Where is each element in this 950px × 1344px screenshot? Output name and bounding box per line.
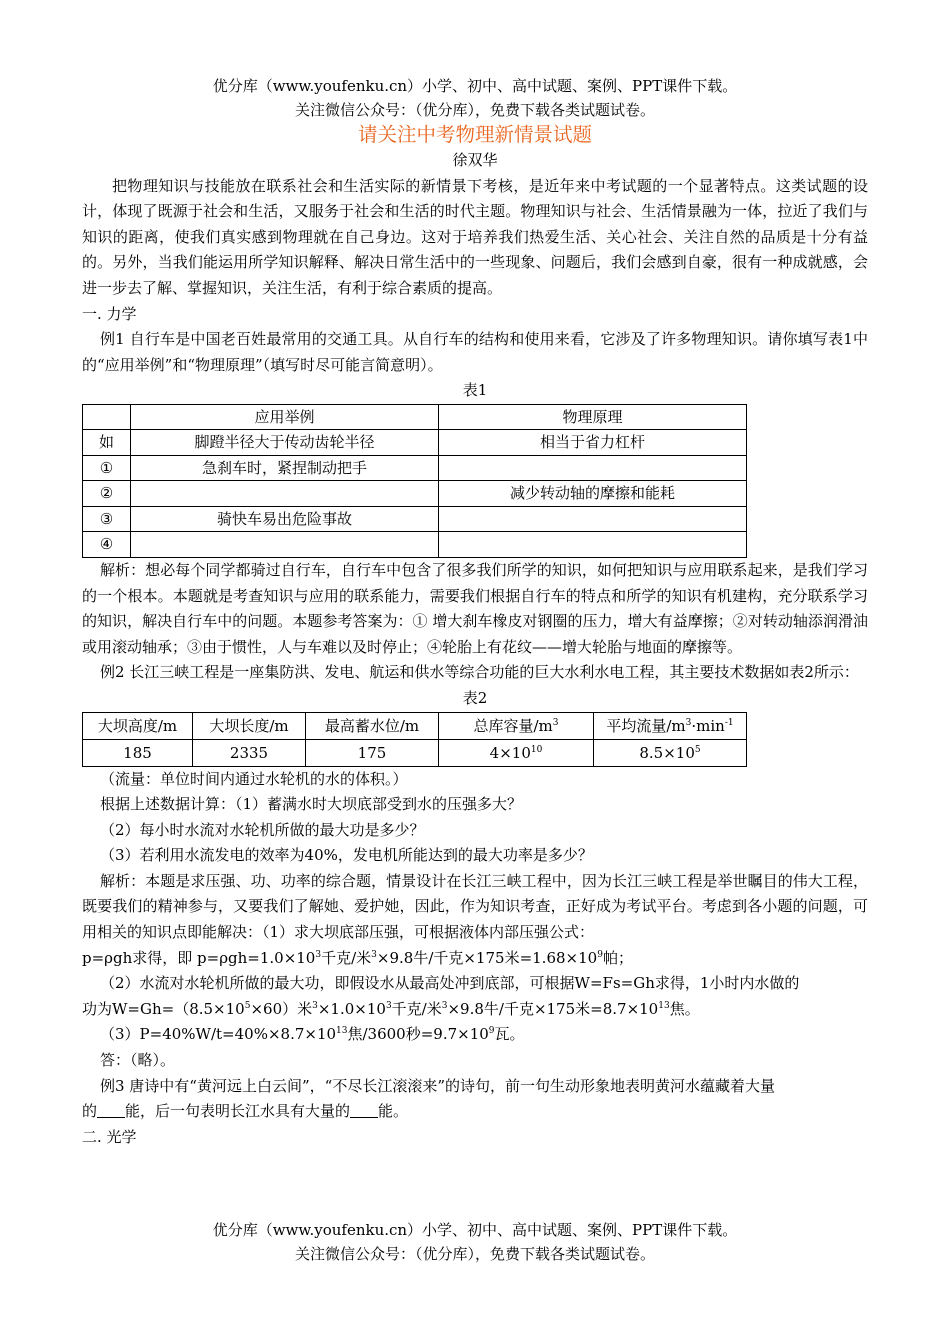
table-2 <box>82 712 747 767</box>
formula-part: ×9.8牛/千克×175米=1.68×10 <box>376 948 598 967</box>
formula-part: 焦。 <box>669 999 700 1018</box>
formula-part: ×1.0×10 <box>317 999 386 1018</box>
example-1-text: 例1 自行车是中国老百姓最常用的交通工具。从自行车的结构和使用来看，它涉及了许多物理知识。请你填写表1中的“应用举例”和“物理原理”（填写时尽可能言简意明）。 <box>82 330 868 374</box>
header-line-2: 关注微信公众号：（优分库），免费下载各类试题试卷。 <box>294 101 655 119</box>
formula-part: 千克/米 <box>321 948 372 967</box>
table-row <box>83 455 747 481</box>
table-cell: 2335 <box>193 739 306 766</box>
formula-part: （3）P=40%W/t=40%×8.7×10 <box>100 1025 337 1044</box>
formula-part: ×60）米 <box>250 999 313 1018</box>
formula-exponent: 3 <box>371 949 377 960</box>
formula-exponent: 9 <box>597 949 603 960</box>
table-1-header-cell: 物理原理 <box>439 404 747 430</box>
answer-blank <box>350 1103 378 1118</box>
formula-part: 焦/3600秒=9.7×10 <box>347 1025 489 1044</box>
table-2-header-cell <box>193 712 306 739</box>
table-1-header-cell <box>83 404 131 430</box>
formula-exponent: 5 <box>244 1000 251 1011</box>
formula-exponent: 3 <box>441 1000 448 1011</box>
table-cell <box>131 481 439 507</box>
table-cell: 如 <box>83 430 131 456</box>
formula-power <box>82 1022 868 1048</box>
text-part: 能。 <box>378 1102 409 1121</box>
intro-paragraph: 把物理知识与技能放在联系社会和生活实际的新情景下考核，是近年来中考试题的一个显著特点。这类试题的设计，体现了既源于社会和生活，又服务于社会和生活的时代主题。物理知识与社会、生活情景融为一体，拉近了我们与知识的距离，使我们真实感到物理就在自己身边。这对于培养我们热爱生活、关心社会、关注自然的品质是十分有益的。另外，当我们能运用所学知识解释、解决日常生活中的一些现象、问题后，我们会感到自豪，很有一种成就感，会进一步去了解、掌握知识，关注生活，有利于综合素质的提高。 <box>82 176 868 297</box>
table-row <box>83 506 747 532</box>
header-exponent: -1 <box>724 717 734 728</box>
analysis-2b-paragraph: （2）水流对水轮机所做的最大功，即假设水从最高处冲到底部，可根据W=Fs=Gh求得，1小时内水做的 <box>100 974 800 993</box>
formula-part: 功为W=Gh=（8.5×10 <box>82 999 245 1018</box>
table-cell <box>439 506 747 532</box>
table-2-header-cell <box>594 712 747 739</box>
formula-part: 瓦。 <box>494 1025 525 1044</box>
table-row <box>83 739 747 766</box>
question-2: （2）每小时水流对水轮机所做的最大功是多少？ <box>100 820 425 839</box>
table-cell: ④ <box>83 532 131 558</box>
header-label-tail: ·min <box>691 716 725 735</box>
formula-exponent: 3 <box>315 949 322 960</box>
header-label: 平均流量/m <box>606 716 686 735</box>
formula-part: p=ρgh求得，即 p=ρgh=1.0×10 <box>82 948 316 967</box>
cell-exponent: 10 <box>530 744 543 755</box>
table-cell <box>439 532 747 558</box>
table-cell: ② <box>83 481 131 507</box>
text-part: 能，后一句表明长江水具有大量的 <box>125 1102 351 1121</box>
formula-exponent: 9 <box>488 1026 495 1037</box>
question-1: 根据上述数据计算：（1）蓄满水时大坝底部受到水的压强多大？ <box>100 795 523 814</box>
article-title: 请关注中考物理新情景试题 <box>357 123 592 146</box>
example-3-line-2 <box>82 1099 868 1125</box>
table-row <box>83 430 747 456</box>
header-exponent: 3 <box>552 717 559 728</box>
cell-value: 8.5×10 <box>639 743 695 762</box>
formula-work <box>82 997 868 1023</box>
table-cell <box>439 455 747 481</box>
footer-line-2: 关注微信公众号：（优分库），免费下载各类试题试卷。 <box>294 1245 655 1263</box>
answer-blank <box>97 1103 125 1118</box>
table-cell: 相当于省力杠杆 <box>439 430 747 456</box>
table-1-header-cell: 应用举例 <box>131 404 439 430</box>
formula-part: 千克/米 <box>391 999 442 1018</box>
table-2-caption: 表2 <box>462 688 488 707</box>
header-label: 最高蓄水位/m <box>324 716 420 735</box>
table-1-caption: 表1 <box>462 381 488 400</box>
flow-note: （流量：单位时间内通过水轮机的水的体积。） <box>100 769 408 788</box>
table-cell <box>131 532 439 558</box>
header-exponent: 3 <box>685 717 692 728</box>
table-1-header-row <box>83 404 747 430</box>
footer-line-1: 优分库（www.youfenku.cn）小学、初中、高中试题、案例、PPT课件下载。 <box>212 1221 738 1239</box>
table-row <box>83 481 747 507</box>
header-label: 大坝高度/m <box>97 716 178 735</box>
header-label: 总库容量/m <box>473 716 553 735</box>
table-cell: ③ <box>83 506 131 532</box>
formula-exponent: 3 <box>312 1000 318 1011</box>
example-3-line-1: 例3 唐诗中有“黄河远上白云间”，“不尽长江滚滚来”的诗句，前一句生动形象地表明黄河水蕴藏着大量 <box>100 1076 775 1095</box>
example-2-text: 例2 长江三峡工程是一座集防洪、发电、航运和供水等综合功能的巨大水利水电工程，其主要技术数据如表2所示： <box>100 663 859 682</box>
formula-exponent: 3 <box>385 1000 392 1011</box>
text-part: 的 <box>82 1102 98 1121</box>
table-cell <box>439 739 594 766</box>
formula-exponent: 13 <box>658 1000 670 1011</box>
analysis-1-paragraph: 解析：想必每个同学都骑过自行车，自行车中包含了很多我们所学的知识，如何把知识与应用联系起来，是我们学习的一个根本。本题就是考查知识与应用的联系能力，需要我们根据自行车的特点和所学的知识有机建构，充分联系学习的知识，解决自行车中的问题。本题参考答案为：① 增大刹车橡皮对钢圈的压力，增大有益摩擦；②对转动轴添润滑油或用滚动轴承；③由于惯性，人与车难以及时停止；④轮胎上有花纹——增大轮胎与地面的摩擦等。 <box>82 560 868 656</box>
table-cell: ① <box>83 455 131 481</box>
formula-part: ×9.8牛/千克×175米=8.7×10 <box>447 999 659 1018</box>
formula-pressure <box>82 946 868 972</box>
table-cell: 急刹车时，紧捏制动把手 <box>131 455 439 481</box>
table-cell: 175 <box>306 739 439 766</box>
table-row <box>83 532 747 558</box>
table-2-header-cell <box>306 712 439 739</box>
table-cell: 减少转动轴的摩擦和能耗 <box>439 481 747 507</box>
analysis-2-paragraph: 解析：本题是求压强、功、功率的综合题，情景设计在长江三峡工程中，因为长江三峡工程是举世瞩目的伟大工程，既要我们的精神参与，又要我们了解她、爱护她，因此，作为知识考查，正好成为考试平台。考虑到各小题的问题，可用相关的知识点即能解决：（1）求大坝底部压强，可根据液体内部压强公式： <box>82 871 868 942</box>
header-line-1: 优分库（www.youfenku.cn）小学、初中、高中试题、案例、PPT课件下载。 <box>212 77 738 95</box>
table-cell: 骑快车易出危险事故 <box>131 506 439 532</box>
cell-value: 4×10 <box>489 743 531 762</box>
table-cell: 185 <box>83 739 193 766</box>
section-heading-optics: 二. 光学 <box>82 1127 137 1146</box>
cell-exponent: 5 <box>694 744 701 755</box>
table-2-header-cell <box>83 712 193 739</box>
table-cell <box>594 739 747 766</box>
table-2-header-cell <box>439 712 594 739</box>
section-heading-mechanics: 一. 力学 <box>82 304 137 323</box>
question-3: （3）若利用水流发电的效率为40%，发电机所能达到的最大功率是多少？ <box>100 846 593 865</box>
article-author: 徐双华 <box>452 151 498 169</box>
document-page <box>82 74 868 1150</box>
page-footer <box>0 1218 950 1266</box>
header-label: 大坝长度/m <box>209 716 289 735</box>
table-cell: 脚蹬半径大于传动齿轮半径 <box>131 430 439 456</box>
formula-part: 帕； <box>602 948 633 967</box>
table-1 <box>82 404 747 558</box>
table-2-header-row <box>83 712 747 739</box>
answer-line: 答：（略）。 <box>100 1051 176 1070</box>
formula-exponent: 13 <box>336 1026 348 1037</box>
